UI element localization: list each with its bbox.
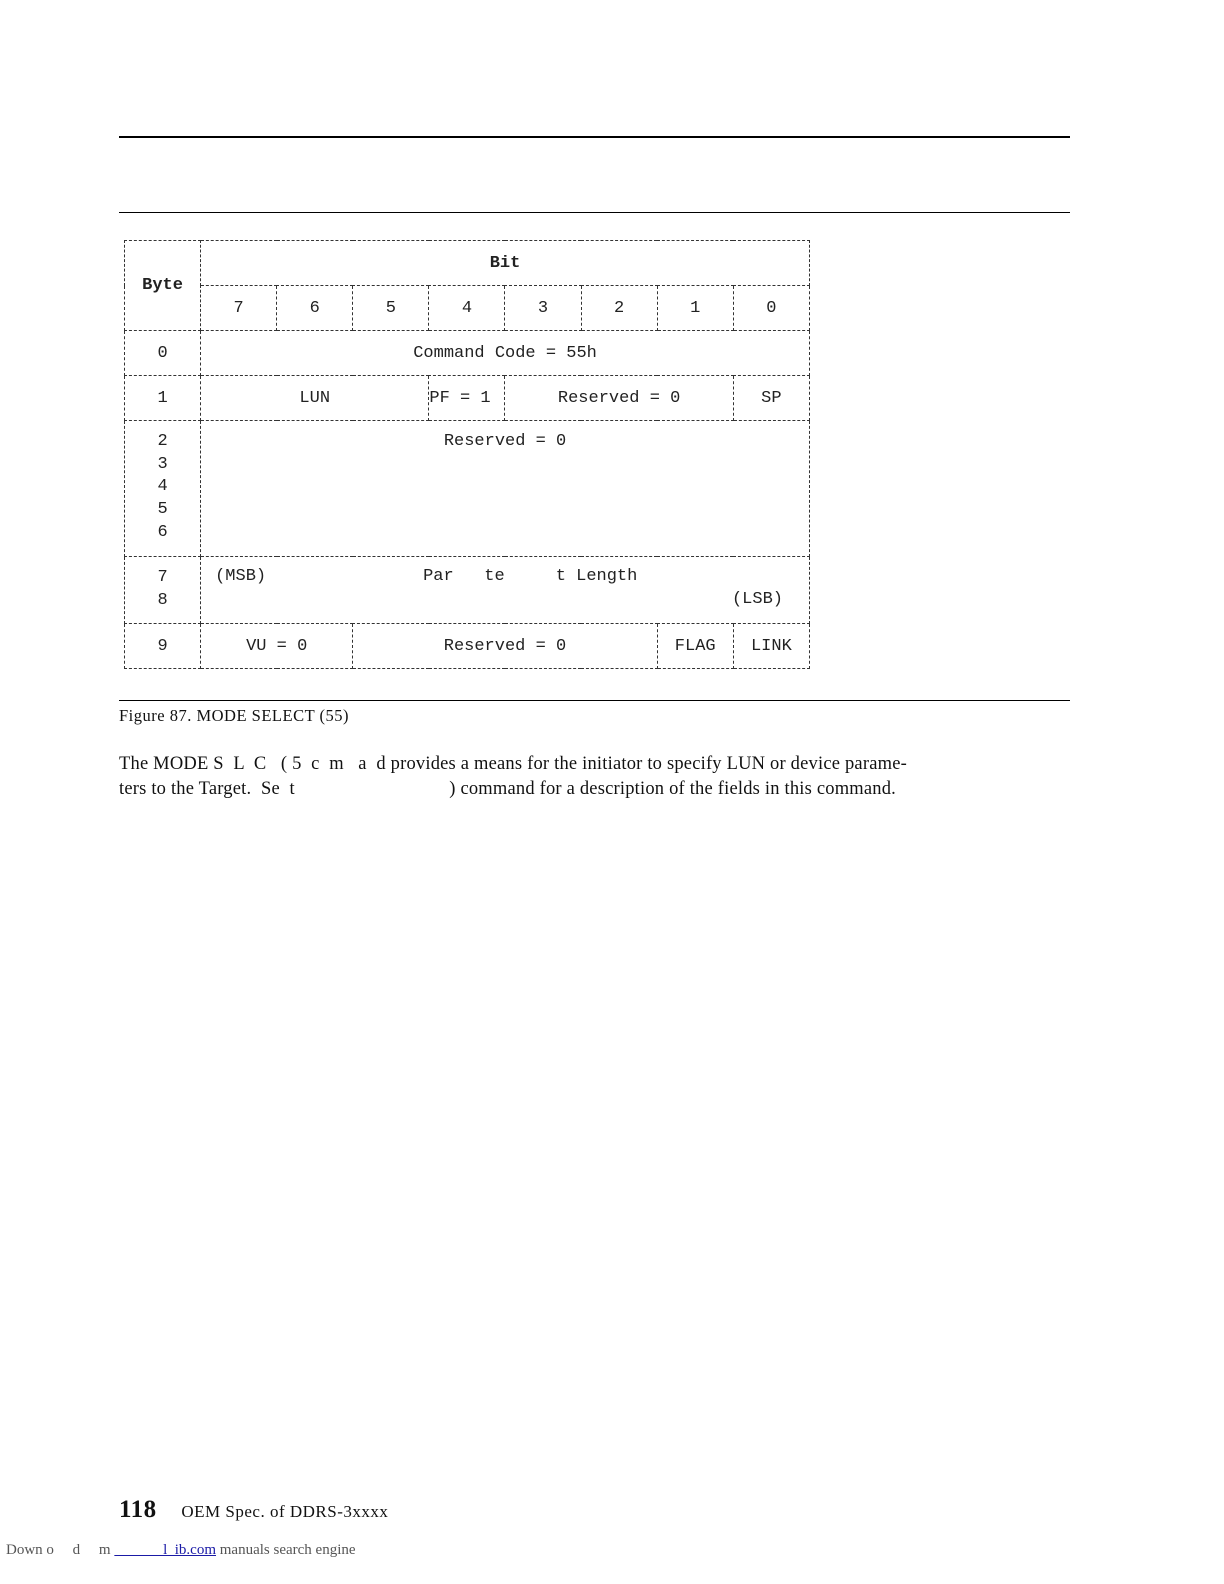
bit-number: 2 [581, 286, 657, 331]
bit-number: 6 [277, 286, 353, 331]
paragraph-line: ters to the Target. Se t ) command for a description of the fields in this command. [119, 779, 897, 799]
byte-number: 9 [125, 624, 201, 669]
byte-number-list: 7 8 [125, 557, 201, 624]
bit-number: 3 [505, 286, 581, 331]
reserved-field: Reserved = 0 [201, 421, 810, 557]
document-title: OEM Spec. of DDRS-3xxxx [181, 1502, 389, 1521]
page-number: 118 [119, 1496, 157, 1523]
bit-header: Bit [201, 241, 810, 286]
pf-field: PF = 1 [429, 376, 505, 421]
download-banner [6, 1542, 356, 1559]
reserved-field: Reserved = 0 [353, 624, 657, 669]
manualslib-link[interactable]: l ib.com [114, 1542, 217, 1558]
lsb-label: (LSB) [731, 590, 783, 609]
bit-number: 1 [657, 286, 733, 331]
body-paragraph [119, 752, 1069, 802]
sp-field: SP [733, 376, 809, 421]
download-prefix: Down o d m [6, 1542, 115, 1558]
paragraph-line: The MODE S L C ( 5 c m a d provides a means for the initiator to specify LUN or device parame- [119, 754, 907, 774]
bit-number: 0 [733, 286, 809, 331]
download-suffix: manuals search engine [216, 1542, 356, 1558]
bit-number: 7 [201, 286, 277, 331]
header-rule [119, 212, 1070, 213]
byte-number: 1 [125, 376, 201, 421]
flag-field: FLAG [657, 624, 733, 669]
vu-field: VU = 0 [201, 624, 353, 669]
byte-header: Byte [125, 241, 201, 331]
reserved-field: Reserved = 0 [505, 376, 733, 421]
page-footer [119, 1496, 388, 1524]
parameter-list-length-field [201, 557, 810, 624]
msb-label: (MSB) [215, 567, 267, 586]
top-rule [119, 136, 1070, 138]
command-code-field: Command Code = 55h [201, 331, 810, 376]
link-field: LINK [733, 624, 809, 669]
byte-number-list: 2 3 4 5 6 [125, 421, 201, 557]
command-descriptor-table [124, 240, 810, 669]
byte-number: 0 [125, 331, 201, 376]
bit-number: 5 [353, 286, 429, 331]
parameter-list-length-label: Par te t Length [423, 567, 638, 586]
figure-caption: Figure 87. MODE SELECT (55) [119, 706, 349, 725]
lun-field: LUN [201, 376, 429, 421]
figure-rule [119, 700, 1070, 701]
bit-number: 4 [429, 286, 505, 331]
